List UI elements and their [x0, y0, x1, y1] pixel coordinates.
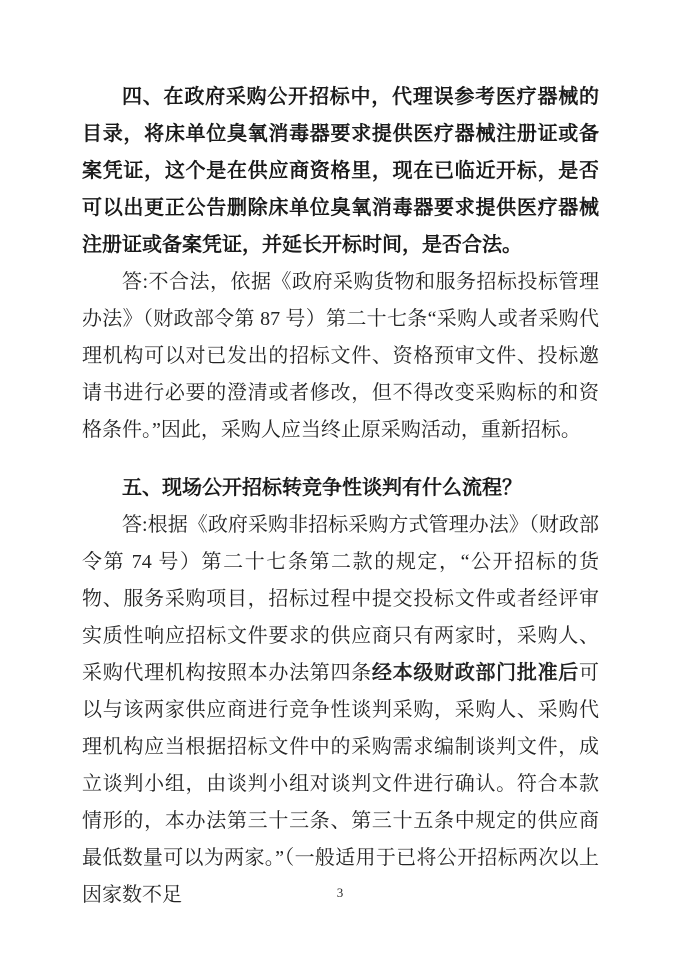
answer-5-text-before: 答:根据《政府采购非招标采购方式管理办法》（财政部令第 74 号）第二十七条第二款的规定，“公开招标的货物、服务采购项目，招标过程中提交投标文件或者经评审实质性响应招标文件要求的供应商只有两家时，采购人、采购代理机构按照本办法第四条 [82, 514, 599, 684]
answer-4-paragraph: 答:不合法，依据《政府采购货物和服务招标投标管理办法》（财政部令第 87 号）第二十七条“采购人或者采购代理机构可以对已发出的招标文件、资格预审文件、投标邀请书进行必要的澄清或者修改，但不得改变采购标的和资格条件。”因此，采购人应当终止原采购活动，重新招标。 [82, 271, 599, 441]
answer-5-bold-emphasis: 经本级财政部门批准后 [371, 662, 580, 684]
page-number: 3 [336, 885, 344, 900]
page-footer [0, 884, 680, 902]
answer-5-paragraph [82, 507, 599, 914]
answer-5-text-after: 可以与该两家供应商进行竞争性谈判采购，采购人、采购代理机构应当根据招标文件中的采购需求编制谈判文件，成立谈判小组，由谈判小组对谈判文件进行确认。符合本款情形的，本办法第三十三条、第三十五条中规定的供应商最低数量可以为两家。”（一般适用于已将公开招标两次以上因家数不足 [82, 662, 600, 906]
question-5-heading: 五、现场公开招标转竞争性谈判有什么流程？ [122, 477, 522, 499]
page-content [82, 79, 599, 914]
question-4-paragraph: 四、在政府采购公开招标中，代理误参考医疗器械的目录，将床单位臭氧消毒器要求提供医疗器械注册证或备案凭证，这个是在供应商资格里，现在已临近开标，是否可以出更正公告删除床单位臭氧消毒器要求提供医疗器械注册证或备案凭证，并延长开标时间，是否合法。 [82, 86, 599, 256]
